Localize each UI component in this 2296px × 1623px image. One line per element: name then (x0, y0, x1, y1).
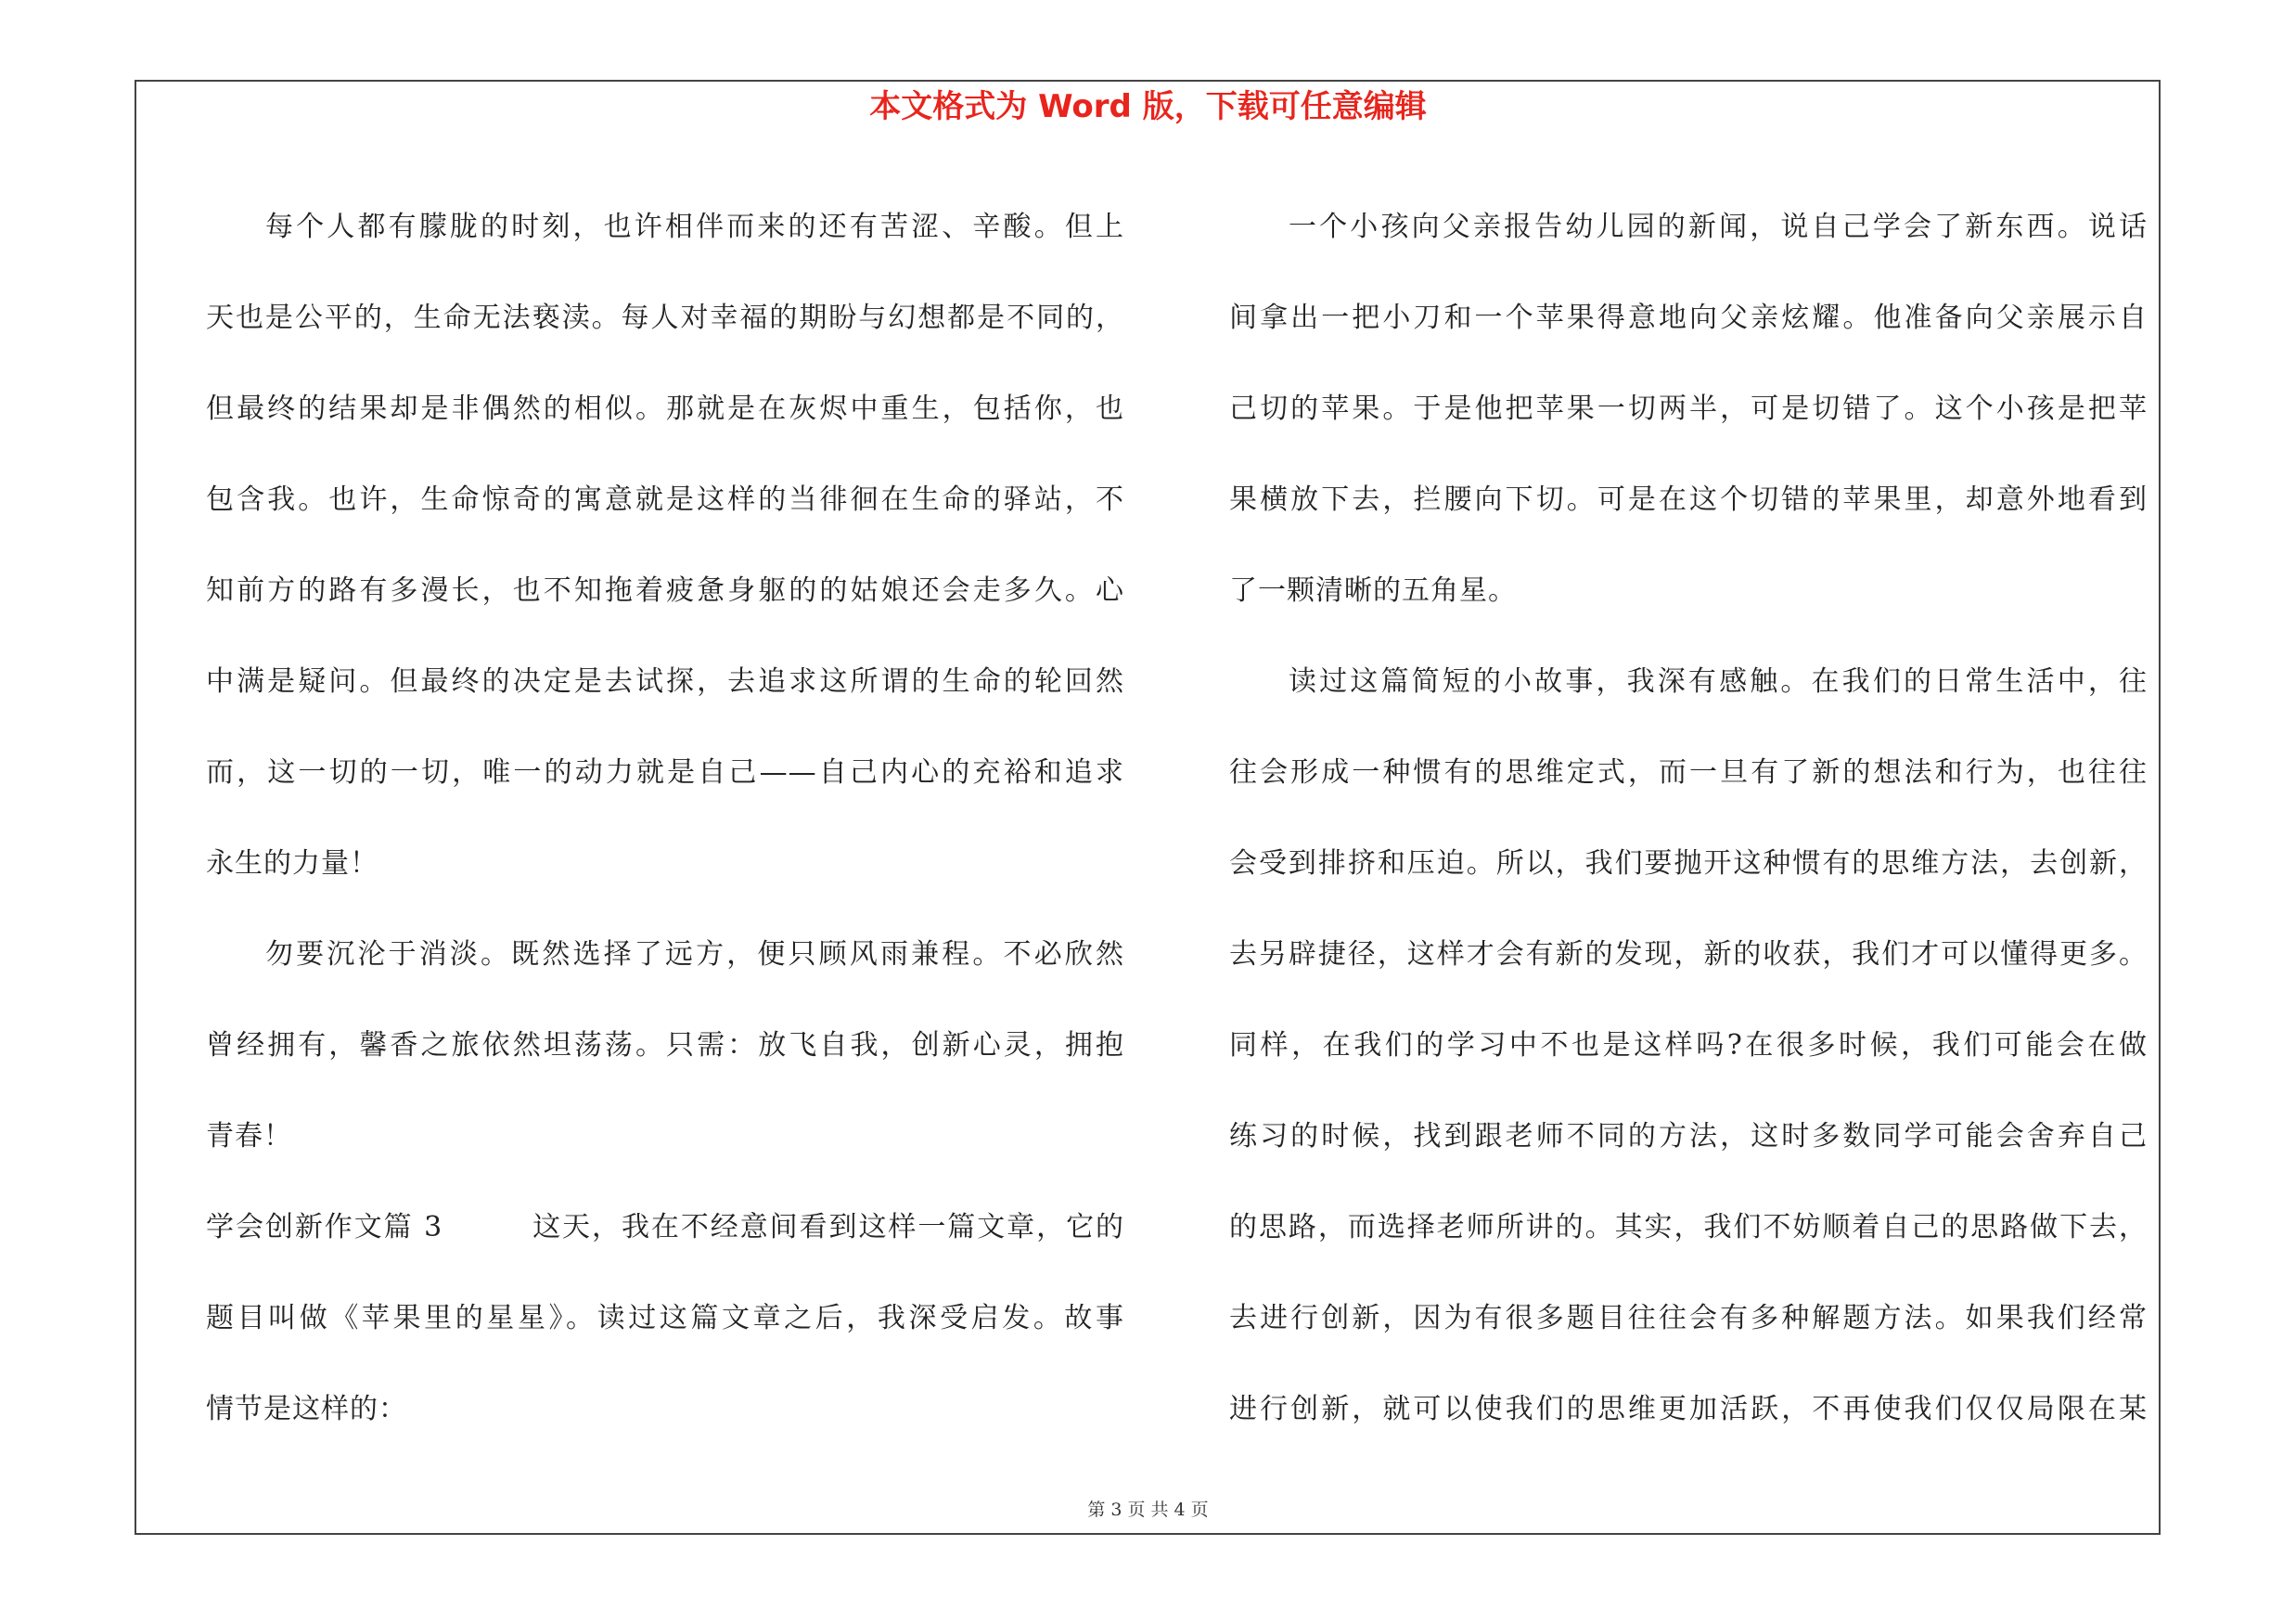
text-line: 但最终的结果却是非偶然的相似。那就是在灰烬中重生，包括你，也 (206, 393, 1124, 425)
document-header: 本文格式为 Word 版，下载可任意编辑 (869, 88, 1427, 125)
text-line: 包含我。也许，生命惊奇的寓意就是这样的当徘徊在生命的驿站，不 (206, 483, 1124, 516)
text-line: 同样，在我们的学习中不也是这样吗?在很多时候，我们可能会在做 (1229, 1029, 2148, 1062)
text-line: 情节是这样的： (206, 1393, 407, 1425)
text-line: 勿要沉沦于消淡。既然选择了远方，便只顾风雨兼程。不必欣然 (265, 938, 1124, 971)
text-line: 去另辟捷径，这样才会有新的发现，新的收获，我们才可以懂得更多。 (1229, 938, 2148, 971)
text-line: 而，这一切的一切，唯一的动力就是自己——自己内心的充裕和追求 (206, 756, 1124, 789)
text-line: 曾经拥有，馨香之旅依然坦荡荡。只需：放飞自我，创新心灵，拥抱 (206, 1029, 1124, 1062)
text-line: 间拿出一把小刀和一个苹果得意地向父亲炫耀。他准备向父亲展示自 (1229, 302, 2148, 334)
text-line: 去进行创新，因为有很多题目往往会有多种解题方法。如果我们经常 (1229, 1302, 2148, 1334)
text-line: 这天，我在不经意间看到这样一篇文章，它的 (532, 1211, 1125, 1243)
text-line: 每个人都有朦胧的时刻，也许相伴而来的还有苦涩、辛酸。但上 (265, 211, 1124, 243)
text-line: 进行创新，就可以使我们的思维更加活跃，不再使我们仅仅局限在某 (1229, 1393, 2148, 1425)
text-line: 青春！ (206, 1120, 292, 1153)
text-line: 的思路，而选择老师所讲的。其实，我们不妨顺着自己的思路做下去， (1229, 1211, 2148, 1243)
text-line: 了一颗清晰的五角星。 (1229, 574, 1517, 607)
text-line: 永生的力量！ (206, 847, 378, 880)
left-column (206, 182, 1124, 1455)
text-line: 一个小孩向父亲报告幼儿园的新闻，说自己学会了新东西。说话 (1289, 211, 2148, 243)
text-line: 己切的苹果。于是他把苹果一切两半，可是切错了。这个小孩是把苹 (1229, 393, 2148, 425)
text-line: 中满是疑问。但最终的决定是去试探，去追求这所谓的生命的轮回然 (206, 665, 1124, 698)
section-title: 学会创新作文篇 3 (206, 1211, 443, 1243)
text-line: 天也是公平的，生命无法亵渎。每人对幸福的期盼与幻想都是不同的， (206, 302, 1124, 334)
right-column (1229, 182, 2148, 1455)
text-line: 练习的时候，找到跟老师不同的方法，这时多数同学可能会舍弃自己 (1229, 1120, 2148, 1153)
text-line: 知前方的路有多漫长，也不知拖着疲惫身躯的的姑娘还会走多久。心 (206, 574, 1124, 607)
text-line: 读过这篇简短的小故事，我深有感触。在我们的日常生活中，往 (1289, 665, 2148, 698)
page-number: 第 3 页 共 4 页 (1087, 1500, 1209, 1520)
text-line: 会受到排挤和压迫。所以，我们要抛开这种惯有的思维方法，去创新， (1229, 847, 2148, 880)
text-line: 果横放下去，拦腰向下切。可是在这个切错的苹果里，却意外地看到 (1229, 483, 2148, 516)
text-line: 题目叫做《苹果里的星星》。读过这篇文章之后，我深受启发。故事 (206, 1302, 1124, 1334)
text-line: 往会形成一种惯有的思维定式，而一旦有了新的想法和行为，也往往 (1229, 756, 2148, 789)
section-title-line (206, 1182, 1124, 1273)
